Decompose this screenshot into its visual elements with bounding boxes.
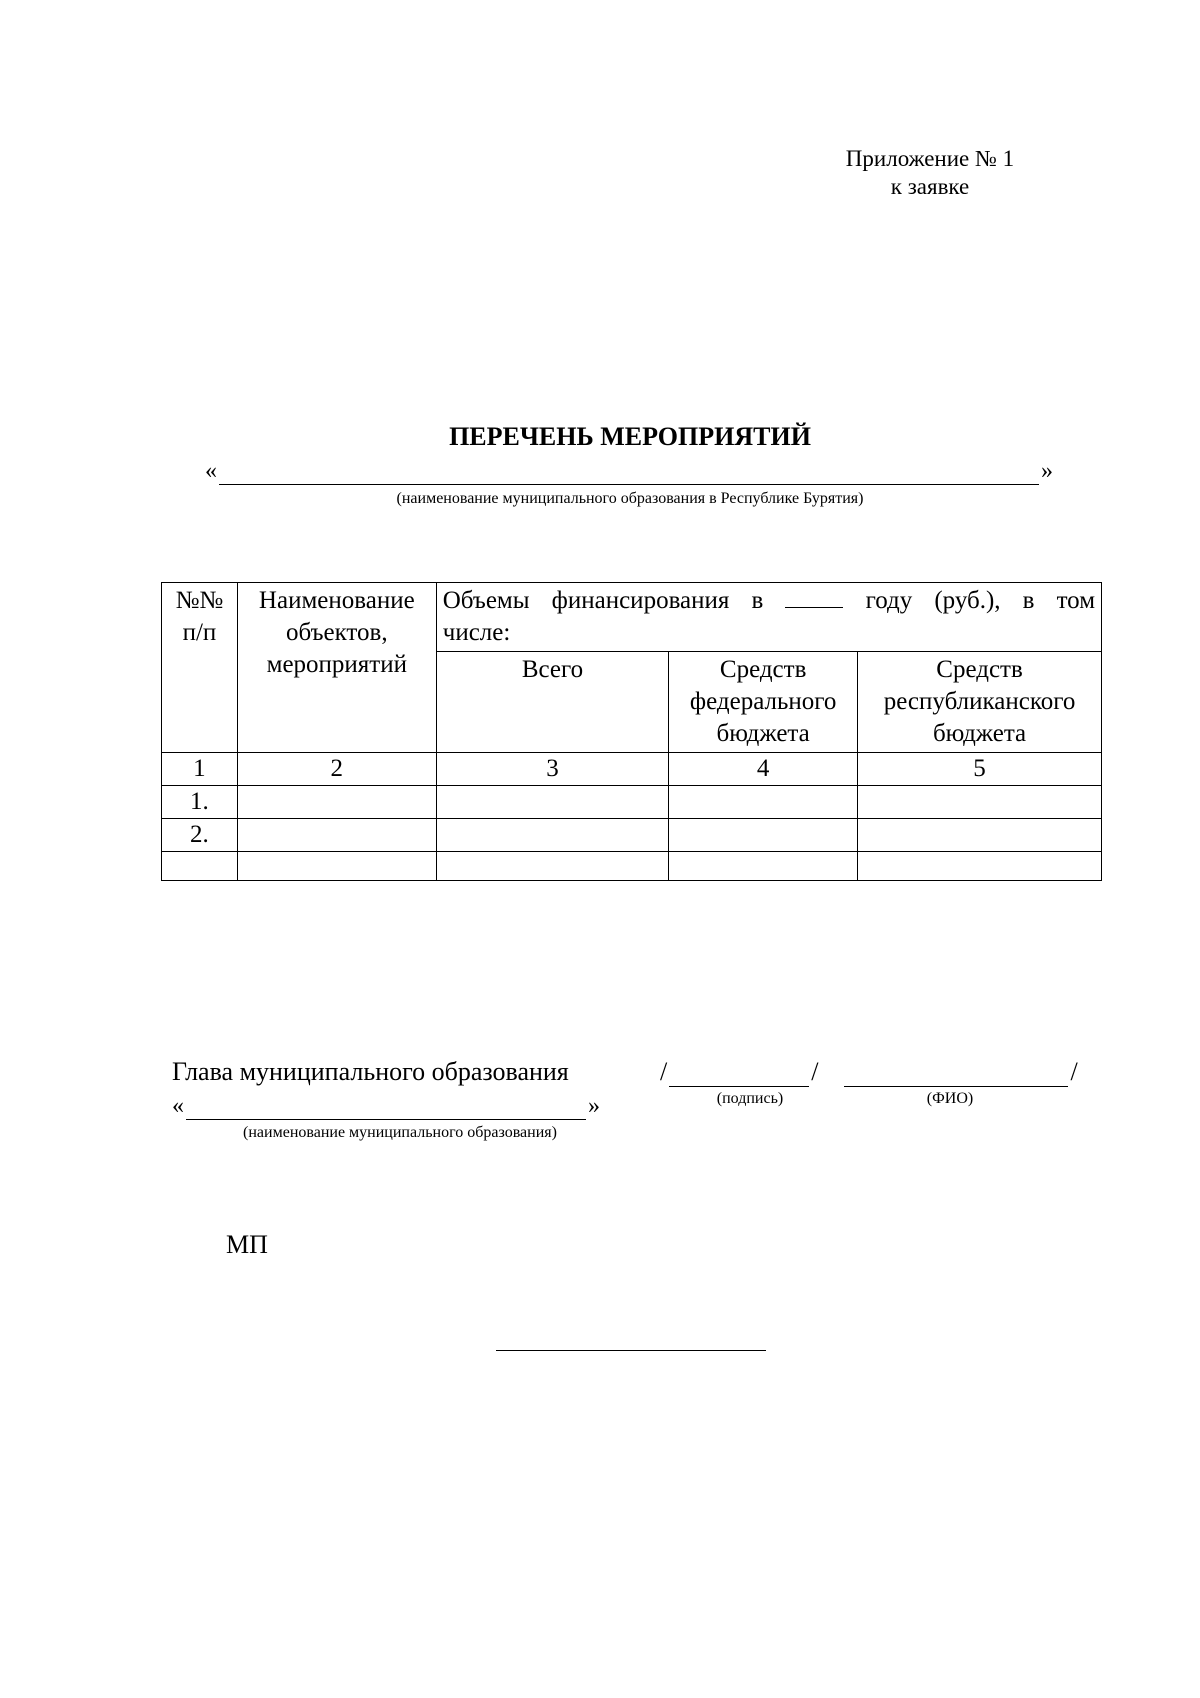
fio-caption: (ФИО) bbox=[926, 1090, 974, 1107]
column-number: 3 bbox=[436, 753, 668, 786]
signature-line bbox=[660, 1057, 1078, 1087]
header-federal: Средств федерального бюджета bbox=[669, 652, 858, 753]
header-total: Всего bbox=[436, 652, 668, 753]
table-cell bbox=[858, 852, 1102, 881]
municipality-name-blank-2 bbox=[186, 1097, 586, 1120]
table-row bbox=[162, 852, 1102, 881]
municipality-caption: (наименование муниципального образования в Республике Бурятия) bbox=[396, 490, 864, 507]
municipality-caption-2: (наименование муниципального образования) bbox=[243, 1124, 557, 1141]
column-number: 1 bbox=[162, 753, 238, 786]
table-row bbox=[162, 786, 1102, 819]
annex-line-1: Приложение № 1 bbox=[845, 146, 1015, 171]
municipality-name-line-2 bbox=[172, 1093, 600, 1120]
table-cell: 2. bbox=[162, 819, 238, 852]
measures-table bbox=[161, 582, 1102, 881]
stamp-place-label: МП bbox=[226, 1230, 268, 1259]
table-cell bbox=[436, 852, 668, 881]
column-number: 5 bbox=[858, 753, 1102, 786]
table-cell: 1. bbox=[162, 786, 238, 819]
document-title: ПЕРЕЧЕНЬ МЕРОПРИЯТИЙ bbox=[449, 422, 811, 451]
signature-blank bbox=[669, 1062, 809, 1087]
table-cell bbox=[669, 852, 858, 881]
slash: / bbox=[660, 1057, 668, 1086]
header-republic: Средств республиканского бюджета bbox=[858, 652, 1102, 753]
fio-blank bbox=[844, 1062, 1068, 1087]
table-cell bbox=[669, 786, 858, 819]
table-row bbox=[162, 819, 1102, 852]
table-header-row bbox=[162, 583, 1102, 652]
municipality-name-blank bbox=[219, 462, 1039, 485]
column-number: 4 bbox=[669, 753, 858, 786]
municipality-name-line bbox=[205, 458, 1053, 485]
bottom-separator-line bbox=[496, 1350, 766, 1351]
column-number-row bbox=[162, 753, 1102, 786]
table-cell bbox=[237, 786, 436, 819]
column-number: 2 bbox=[237, 753, 436, 786]
head-of-municipality-label: Глава муниципального образования bbox=[172, 1057, 569, 1086]
close-quote: » bbox=[588, 1093, 600, 1119]
header-funding-volume: Объемы финансирования в году (руб.), в том числе: bbox=[436, 583, 1101, 652]
slash: / bbox=[1070, 1057, 1078, 1086]
header-name: Наименование объектов, мероприятий bbox=[237, 583, 436, 753]
table-cell bbox=[436, 819, 668, 852]
annex-heading bbox=[800, 145, 1060, 201]
table-cell bbox=[858, 819, 1102, 852]
table-cell bbox=[669, 819, 858, 852]
slash: / bbox=[811, 1057, 819, 1086]
open-quote: « bbox=[172, 1093, 184, 1119]
table-cell bbox=[436, 786, 668, 819]
table-cell bbox=[237, 852, 436, 881]
open-quote: « bbox=[205, 458, 217, 484]
table-cell bbox=[858, 786, 1102, 819]
year-blank bbox=[785, 585, 843, 608]
header-number: №№ п/п bbox=[162, 583, 238, 753]
close-quote: » bbox=[1041, 458, 1053, 484]
annex-line-2: к заявке bbox=[890, 174, 970, 199]
table-cell bbox=[162, 852, 238, 881]
table-cell bbox=[237, 819, 436, 852]
signature-caption: (подпись) bbox=[716, 1090, 784, 1107]
